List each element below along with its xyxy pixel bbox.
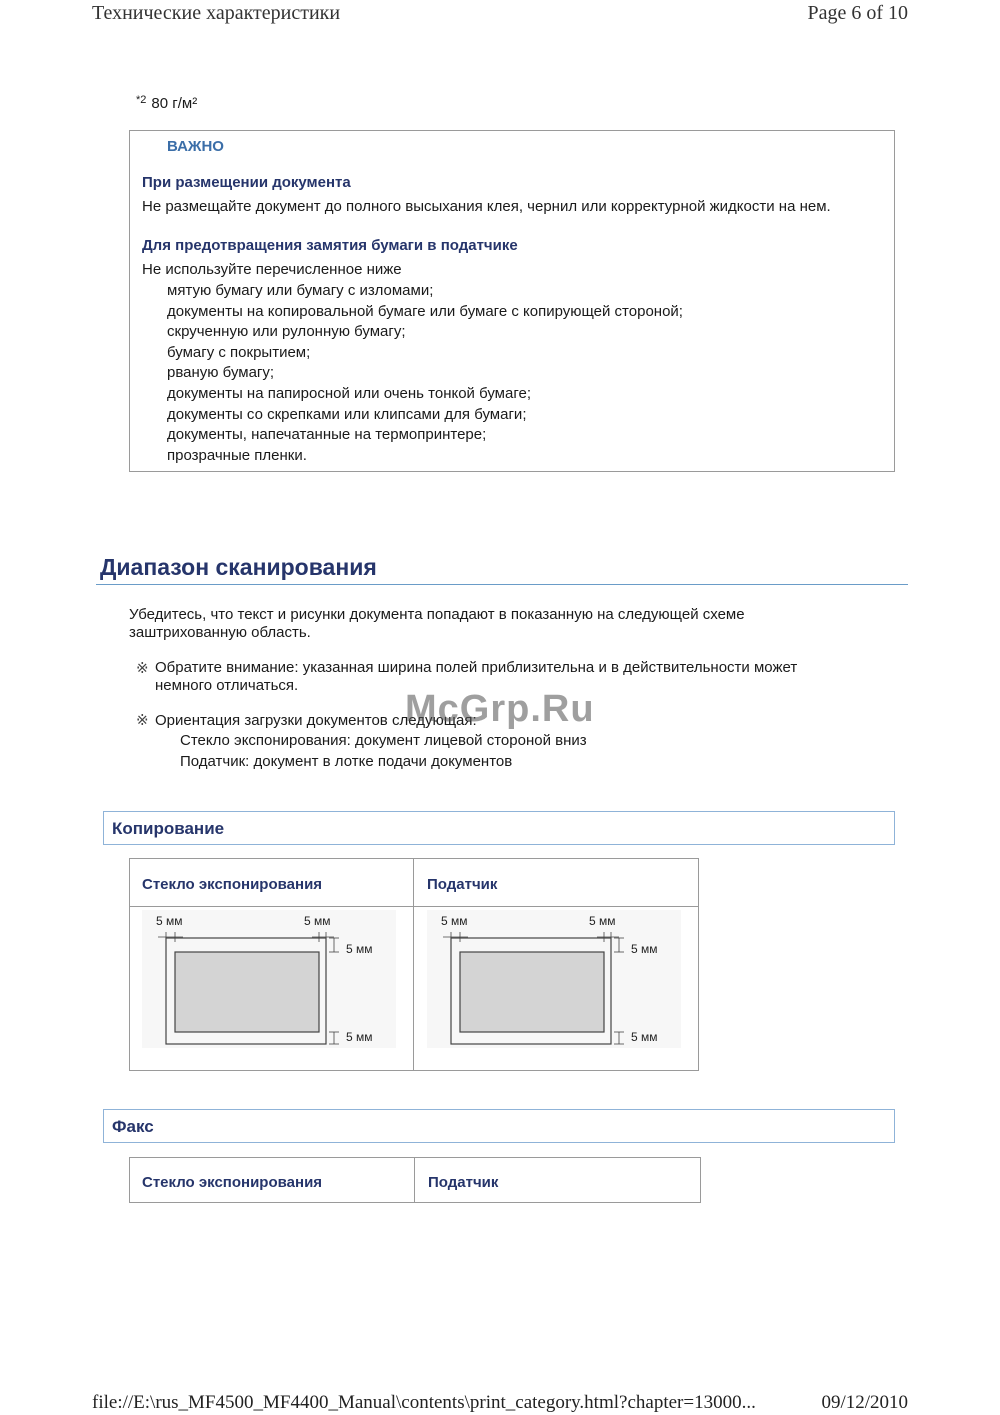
note-orientation-glass: Стекло экспонирования: документ лицевой стороной вниз bbox=[180, 732, 587, 749]
margin-label-right: 5 мм bbox=[304, 914, 331, 928]
important-heading-feeder: Для предотвращения замятия бумаги в податчике bbox=[142, 237, 518, 254]
copy-col-glass: Стекло экспонирования bbox=[142, 876, 323, 893]
copy-section-bar bbox=[103, 811, 895, 845]
section-divider bbox=[96, 584, 908, 585]
list-item: документы со скрепками или клипсами для бумаги; bbox=[167, 405, 527, 423]
list-item: документы на копировальной бумаге или бумаге с копирующей стороной; bbox=[167, 302, 683, 320]
fax-col-feeder: Податчик bbox=[428, 1174, 499, 1191]
list-item: бумагу с покрытием; bbox=[167, 343, 311, 361]
page-header-title: Технические характеристики bbox=[92, 2, 341, 24]
fax-section-bar bbox=[103, 1109, 895, 1143]
margin-label-top: 5 мм bbox=[346, 942, 373, 956]
important-feeder-intro: Не используйте перечисленное ниже bbox=[142, 261, 402, 278]
page-footer-path: file://E:\rus_MF4500_MF4400_Manual\contents\print_category.html?chapter=13000... bbox=[92, 1392, 756, 1413]
copy-glass-diagram bbox=[142, 910, 396, 1048]
list-item: документы, напечатанные на термопринтере; bbox=[167, 426, 487, 444]
watermark: McGrp.Ru bbox=[405, 688, 595, 730]
fax-section-title: Факс bbox=[112, 1117, 154, 1136]
feeder-restrictions-list bbox=[167, 281, 683, 466]
copy-section-title: Копирование bbox=[112, 819, 225, 838]
list-item: рваную бумагу; bbox=[167, 364, 275, 382]
important-heading-placement: При размещении документа bbox=[142, 174, 351, 191]
note-orientation-feeder: Податчик: документ в лотке подачи документов bbox=[180, 753, 513, 770]
copy-feeder-diagram bbox=[427, 910, 681, 1048]
scan-intro bbox=[129, 606, 745, 642]
note-orientation: Ориентация загрузки документов следующая: bbox=[155, 712, 477, 729]
section-title: Диапазон сканирования bbox=[100, 554, 377, 580]
page-footer-date: 09/12/2010 bbox=[821, 1392, 908, 1413]
list-item: мятую бумагу или бумагу с изломами; bbox=[167, 282, 434, 299]
note-symbol-icon: ※ bbox=[136, 660, 149, 677]
margin-label-left: 5 мм bbox=[441, 914, 468, 928]
scan-intro-line: заштрихованную область. bbox=[129, 624, 311, 641]
margin-label-bottom: 5 мм bbox=[346, 1030, 373, 1044]
fax-col-glass: Стекло экспонирования bbox=[142, 1174, 323, 1191]
note-line: немного отличаться. bbox=[155, 677, 299, 694]
scan-area bbox=[175, 952, 319, 1032]
list-item: прозрачные пленки. bbox=[167, 446, 307, 464]
margin-label-left: 5 мм bbox=[156, 914, 183, 928]
note-symbol-icon: ※ bbox=[136, 712, 149, 729]
scan-intro-line: Убедитесь, что текст и рисунки документа попадают в показанную на следующей схеме bbox=[129, 606, 745, 623]
footnote-text: 80 г/м² bbox=[151, 95, 198, 112]
scan-area-diagram bbox=[142, 910, 396, 1048]
footnote bbox=[136, 94, 197, 112]
copy-col-feeder: Податчик bbox=[427, 876, 498, 893]
margin-label-top: 5 мм bbox=[631, 942, 658, 956]
footnote-mark: *2 bbox=[136, 94, 147, 106]
list-item: скрученную или рулонную бумагу; bbox=[167, 323, 406, 341]
margin-label-bottom: 5 мм bbox=[631, 1030, 658, 1044]
list-item: документы на папиросной или очень тонкой бумаге; bbox=[167, 384, 531, 402]
important-text-placement: Не размещайте документ до полного высыхания клея, чернил или корректурной жидкости на нем. bbox=[142, 198, 831, 215]
table-header-divider bbox=[129, 906, 699, 907]
scan-area-diagram bbox=[427, 910, 681, 1048]
table-column-divider bbox=[414, 1157, 415, 1203]
page-number: Page 6 of 10 bbox=[807, 2, 908, 24]
margin-label-right: 5 мм bbox=[589, 914, 616, 928]
scan-area bbox=[460, 952, 604, 1032]
note-line: Обратите внимание: указанная ширина полей приблизительна и в действительности может bbox=[155, 659, 798, 676]
important-title: ВАЖНО bbox=[167, 138, 224, 155]
table-column-divider bbox=[413, 858, 414, 1071]
